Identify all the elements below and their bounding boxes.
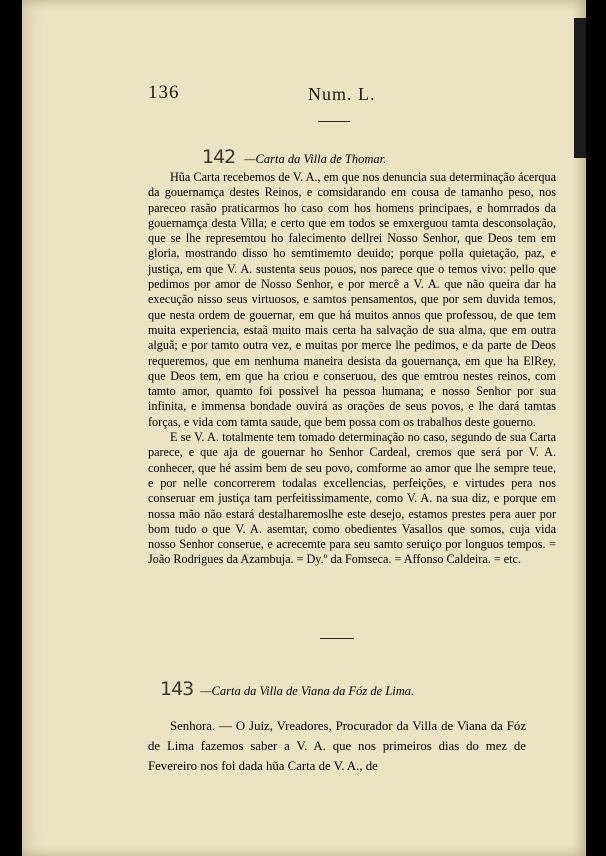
section-title: Carta da Villa de Thomar. <box>255 152 387 166</box>
paragraph: Senhora. — O Juiz, Vreadores, Procurador da Villa de Viana da Fóz de Lima fazemos saber a V. A. que nos primeiros dias do mez de Fevereiro nos foi dada hũa Carta de V. A., de <box>148 719 526 773</box>
manuscript-number: 142 <box>202 146 236 168</box>
letter-thomar-body <box>148 170 556 568</box>
section-heading: 143 —Carta da Villa de Viana da Fóz de Lima. <box>160 678 415 700</box>
section-heading: 142 —Carta da Villa de Thomar. <box>202 146 387 168</box>
running-head: Num. L. <box>308 84 376 104</box>
page-number: 136 <box>148 82 180 103</box>
letter-viana <box>160 678 574 700</box>
page-edge-tab <box>574 18 586 158</box>
manuscript-number: 143 <box>160 678 194 700</box>
letter-body <box>148 170 556 568</box>
section-divider <box>320 638 354 639</box>
header-rule <box>318 121 350 122</box>
section-title: Carta da Villa de Viana da Fóz de Lima. <box>211 684 415 698</box>
paragraph: E se V. A. totalmente tem tomado determinação no caso, segundo de sua Carta parece, e que aja de gouernar ho Senhor Cardeal, cremos que será por V. A. conhecer, que hé assim bem de seu povo, comforme ao amor que lhe sempre teue, e por nelle concorrerem todalas excellencias, perfeições, e virtudes pera nos conseruar em justiça tam perfeitissimamente, como V. A. na sua diz, e porque em nossa mão não estará destalharemoslhe este desejo, estamos prestes pera auer por bom tudo o que V. A. asemtar, como obedientes Vasallos que somos, cuja vida nosso Senhor conserue, e acrecemte para seu samto seruiço por longuos tempos. = João Rodrigues da Azambuja. = Dy.º da Fomseca. = Affonso Caldeira. = etc. <box>148 430 556 567</box>
letter-thomar <box>140 146 554 168</box>
letter-body <box>148 716 526 776</box>
paragraph: Hũa Carta recebemos de V. A., em que nos denuncia sua determinação ácerqua da gouernamça destes Reinos, e comsidarando em cousa de tamanho peso, nos pareceo rasão praticarmos ho caso com hos homens principaes, e homrrados da gouernamça desta Villa; e certo que em todos se emxerguou tamta desconsolação, que se lhe represemtou ho falecimento dellrei Nosso Senhor, que Deos tem em gloria, mostrando disso ho semtimemto deuido; porque polla quietação, paz, e justiça, em que V. A. sustenta seus pouos, nos parece que o temos vivo: pello que pedimos por amor de Nosso Senhor, e por mercê a V. A. que não queira dar ha execução nisso seus virtuosos, e samtos pensamentos, que por sem duvida temos, que nesta ordem de gouernar, em que há muitos annos que professou, de que tem muita experiencia, estaã muito mais certa ha salvação de sua alma, que em outra alguã; e por tamto outra vez, e muitas por merce lhe pedimos, e da parte de Deos requeremos, que em nenhuma maneira desista da gouernança, em que ha ElRey, que Deos tem, em que ha criou e conseruou, des que emtrou nestes reinos, com tamto amor, quamto foi possivel ha pessoa humana; e nosso Senhor por sua infinita, e immensa bondade ouvirá as orações de seus povos, e lhe dará tamtas forças, e vida com tamta saude, que bem possa com os trabalhos deste gouerno. <box>148 170 556 429</box>
letter-viana-body <box>148 716 526 776</box>
page-header <box>148 82 448 108</box>
